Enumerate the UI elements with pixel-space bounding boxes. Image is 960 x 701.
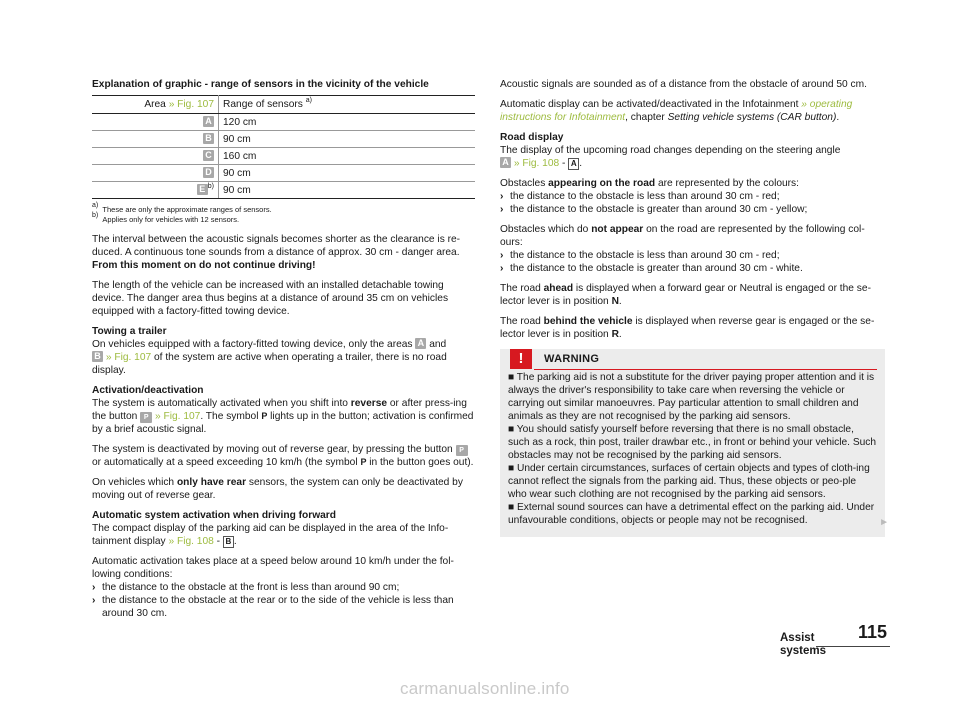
section-road-display: Road display The display of the upcoming road changes depending on the steering angle A » Fig. 108 - A . (500, 132, 841, 169)
page-footer (780, 622, 890, 657)
section-activation: Activation/deactivation The system is automatically activated when you shift into reverse or after press-ing the button P » Fig. 107. The symbol P lights up in the button; activation is confirmed by a brief acoustic signal. (92, 385, 474, 435)
fig-ref-link[interactable]: » Fig. 107 (168, 99, 214, 110)
arrow-bullet-icon: › (500, 204, 504, 215)
warning-item: ■ The parking aid is not a substitute for the driver paying proper attention and it is always the driver's responsibility to take care when reversing the vehicle or carrying out similar manoeuvres. Pay particular attention to small children and animals as they are not recognised by the parking aid sensors. (508, 372, 875, 422)
warning-header (508, 349, 877, 371)
list-item: › the distance to the obstacle is less than around 30 cm - red; (500, 250, 780, 261)
paragraph-appearing: Obstacles appearing on the road are represented by the colours: (500, 178, 799, 189)
area-key-b: B (223, 536, 234, 548)
sensor-range-table (92, 95, 475, 199)
range-value: 90 cm (219, 182, 476, 199)
heading-auto-activation: Automatic system activation when driving forward (92, 510, 336, 521)
area-key-a: A (568, 158, 579, 170)
page-number: 115 (857, 622, 887, 642)
paragraph-deactivation: The system is deactivated by moving out of reverse gear, by pressing the button P or automatically at a speed exceeding 10 km/h (the symbol P in the button goes out). (92, 444, 474, 468)
section-towing: Towing a trailer On vehicles equipped with a factory-fitted towing device, only the areas A and B » Fig. 107 of the system are active when operating a trailer, there is no road display. (92, 326, 447, 376)
right-column (500, 78, 889, 537)
area-key: E (197, 184, 208, 195)
table-row (92, 131, 475, 148)
range-value: 160 cm (219, 148, 476, 165)
table-header-range: Range of sensors $^{a)}$ (219, 96, 476, 114)
parking-button-icon: P (140, 412, 152, 423)
table-row (92, 165, 475, 182)
heading-road-display: Road display (500, 132, 564, 143)
area-key: D (203, 167, 214, 178)
warning-item: ■ External sound sources can have a detrimental effect on the parking aid. Under unfavourable conditions, objects or people may not be recognised. (508, 502, 875, 526)
range-value: 90 cm (219, 165, 476, 182)
parking-symbol-icon: P (261, 411, 268, 421)
footnote: $^{b)}$ Applies only for vehicles with 12 sensors. (92, 212, 240, 224)
area-key: C (203, 150, 214, 161)
paragraph-interval: The interval between the acoustic signals becomes shorter as the clearance is re-duced. A continuous tone sounds from a distance of approx. 30 cm - danger area. From this moment on do not continue driving! (92, 234, 461, 271)
footnotes (92, 202, 475, 225)
paragraph-auto-display: Automatic display can be activated/deactivated in the Infotainment » operating instructions for Infotainment, chapter Setting vehicle systems (CAR button). (500, 99, 853, 123)
warning-exclamation-icon: ! (510, 349, 532, 369)
table-row (92, 114, 475, 131)
area-key-b: B (92, 351, 103, 362)
table-title: Explanation of graphic - range of sensors in the vicinity of the vehicle (92, 79, 429, 90)
fig-ref-link[interactable]: » Fig. 107 (105, 352, 152, 363)
list-item: › the distance to the obstacle is greater than around 30 cm - yellow; (500, 204, 808, 215)
list-item: › the distance to the obstacle is less than around 30 cm - red; (500, 191, 780, 202)
fig-ref-link[interactable]: » Fig. 107 (155, 411, 201, 422)
paragraph-road-ahead: The road ahead is displayed when a forward gear or Neutral is engaged or the se-lector lever is in position N. (500, 283, 871, 307)
left-column (92, 78, 475, 620)
table-row (92, 148, 475, 165)
warning-title: WARNING (544, 353, 600, 365)
area-key-a: A (500, 157, 511, 168)
warning-box (500, 349, 889, 537)
footer-divider (816, 646, 890, 647)
list-item: › the distance to the obstacle at the front is less than around 90 cm; (92, 582, 400, 593)
range-value: 120 cm (219, 114, 476, 131)
section-name: Assist systems (780, 632, 827, 657)
parking-button-icon: P (456, 445, 468, 456)
heading-towing: Towing a trailer (92, 326, 167, 337)
paragraph-road-behind: The road behind the vehicle is displayed when reverse gear is engaged or the se-lector lever is in position R. (500, 316, 875, 340)
arrow-bullet-icon: › (92, 582, 96, 593)
paragraph-not-appearing: Obstacles which do not appear on the road are represented by the following col-ours: (500, 224, 865, 248)
list-item: › the distance to the obstacle at the rear or to the side of the vehicle is less than around 30 cm. (92, 595, 454, 619)
arrow-bullet-icon: › (92, 595, 96, 606)
table-row: E $^{b)}$ 90 cm (92, 182, 475, 199)
paragraph-towing-length: The length of the vehicle can be increased with an installed detachable towing device. The danger area thus begins at a distance of around 35 cm on vehicles equipped with a factory-fitted towing device. (92, 280, 449, 317)
warning-item: ■ You should satisfy yourself before reversing that there is no small obstacle, such as a rock, thin post, trailer drawbar etc., in front or behind your vehicle. Such obstacles may not be recognised by the parking aid sensors. (508, 424, 877, 461)
warning-item: ■ Under certain circumstances, surfaces of certain objects and types of cloth-ing cannot reflect the signals from the parking aid. Thus, these objects or peo-ple who wear such clothing are not recognised by the parking aid sensors. (508, 463, 870, 500)
parking-symbol-icon: P (360, 457, 367, 467)
watermark: carmanualsonline.info (400, 679, 570, 698)
heading-activation: Activation/deactivation (92, 385, 204, 396)
warning-divider (534, 369, 877, 370)
footnote: $^{a)}$ These are only the approximate ranges of sensors. (92, 202, 272, 214)
paragraph-rear-only: On vehicles which only have rear sensors, the system can only be deactivated by moving out of reverse gear. (92, 477, 463, 501)
list-item: › the distance to the obstacle is greater than around 30 cm - white. (500, 263, 803, 274)
range-value: 90 cm (219, 131, 476, 148)
paragraph-conditions: Automatic activation takes place at a speed below around 10 km/h under the fol-lowing conditions: (92, 556, 454, 580)
fig-ref-link[interactable]: » Fig. 108 (168, 536, 214, 547)
arrow-bullet-icon: › (500, 263, 504, 274)
arrow-bullet-icon: › (500, 191, 504, 202)
area-key: A (203, 116, 214, 127)
infotainment-ref-link[interactable]: » operating instructions for Infotainment (500, 99, 853, 123)
arrow-bullet-icon: › (500, 250, 504, 261)
continue-arrow-icon: ► (879, 517, 889, 528)
area-key: B (203, 133, 214, 144)
section-auto-activation: Automatic system activation when driving forward The compact display of the parking aid can be displayed in the area of the Info-tainment display » Fig. 108 - B . (92, 510, 449, 547)
area-key-a: A (415, 338, 426, 349)
paragraph-acoustic: Acoustic signals are sounded as of a distance from the obstacle of around 50 cm. (500, 79, 867, 90)
fig-ref-link[interactable]: » Fig. 108 (513, 158, 560, 169)
table-header-area: Area » Fig. 107 (92, 96, 219, 114)
